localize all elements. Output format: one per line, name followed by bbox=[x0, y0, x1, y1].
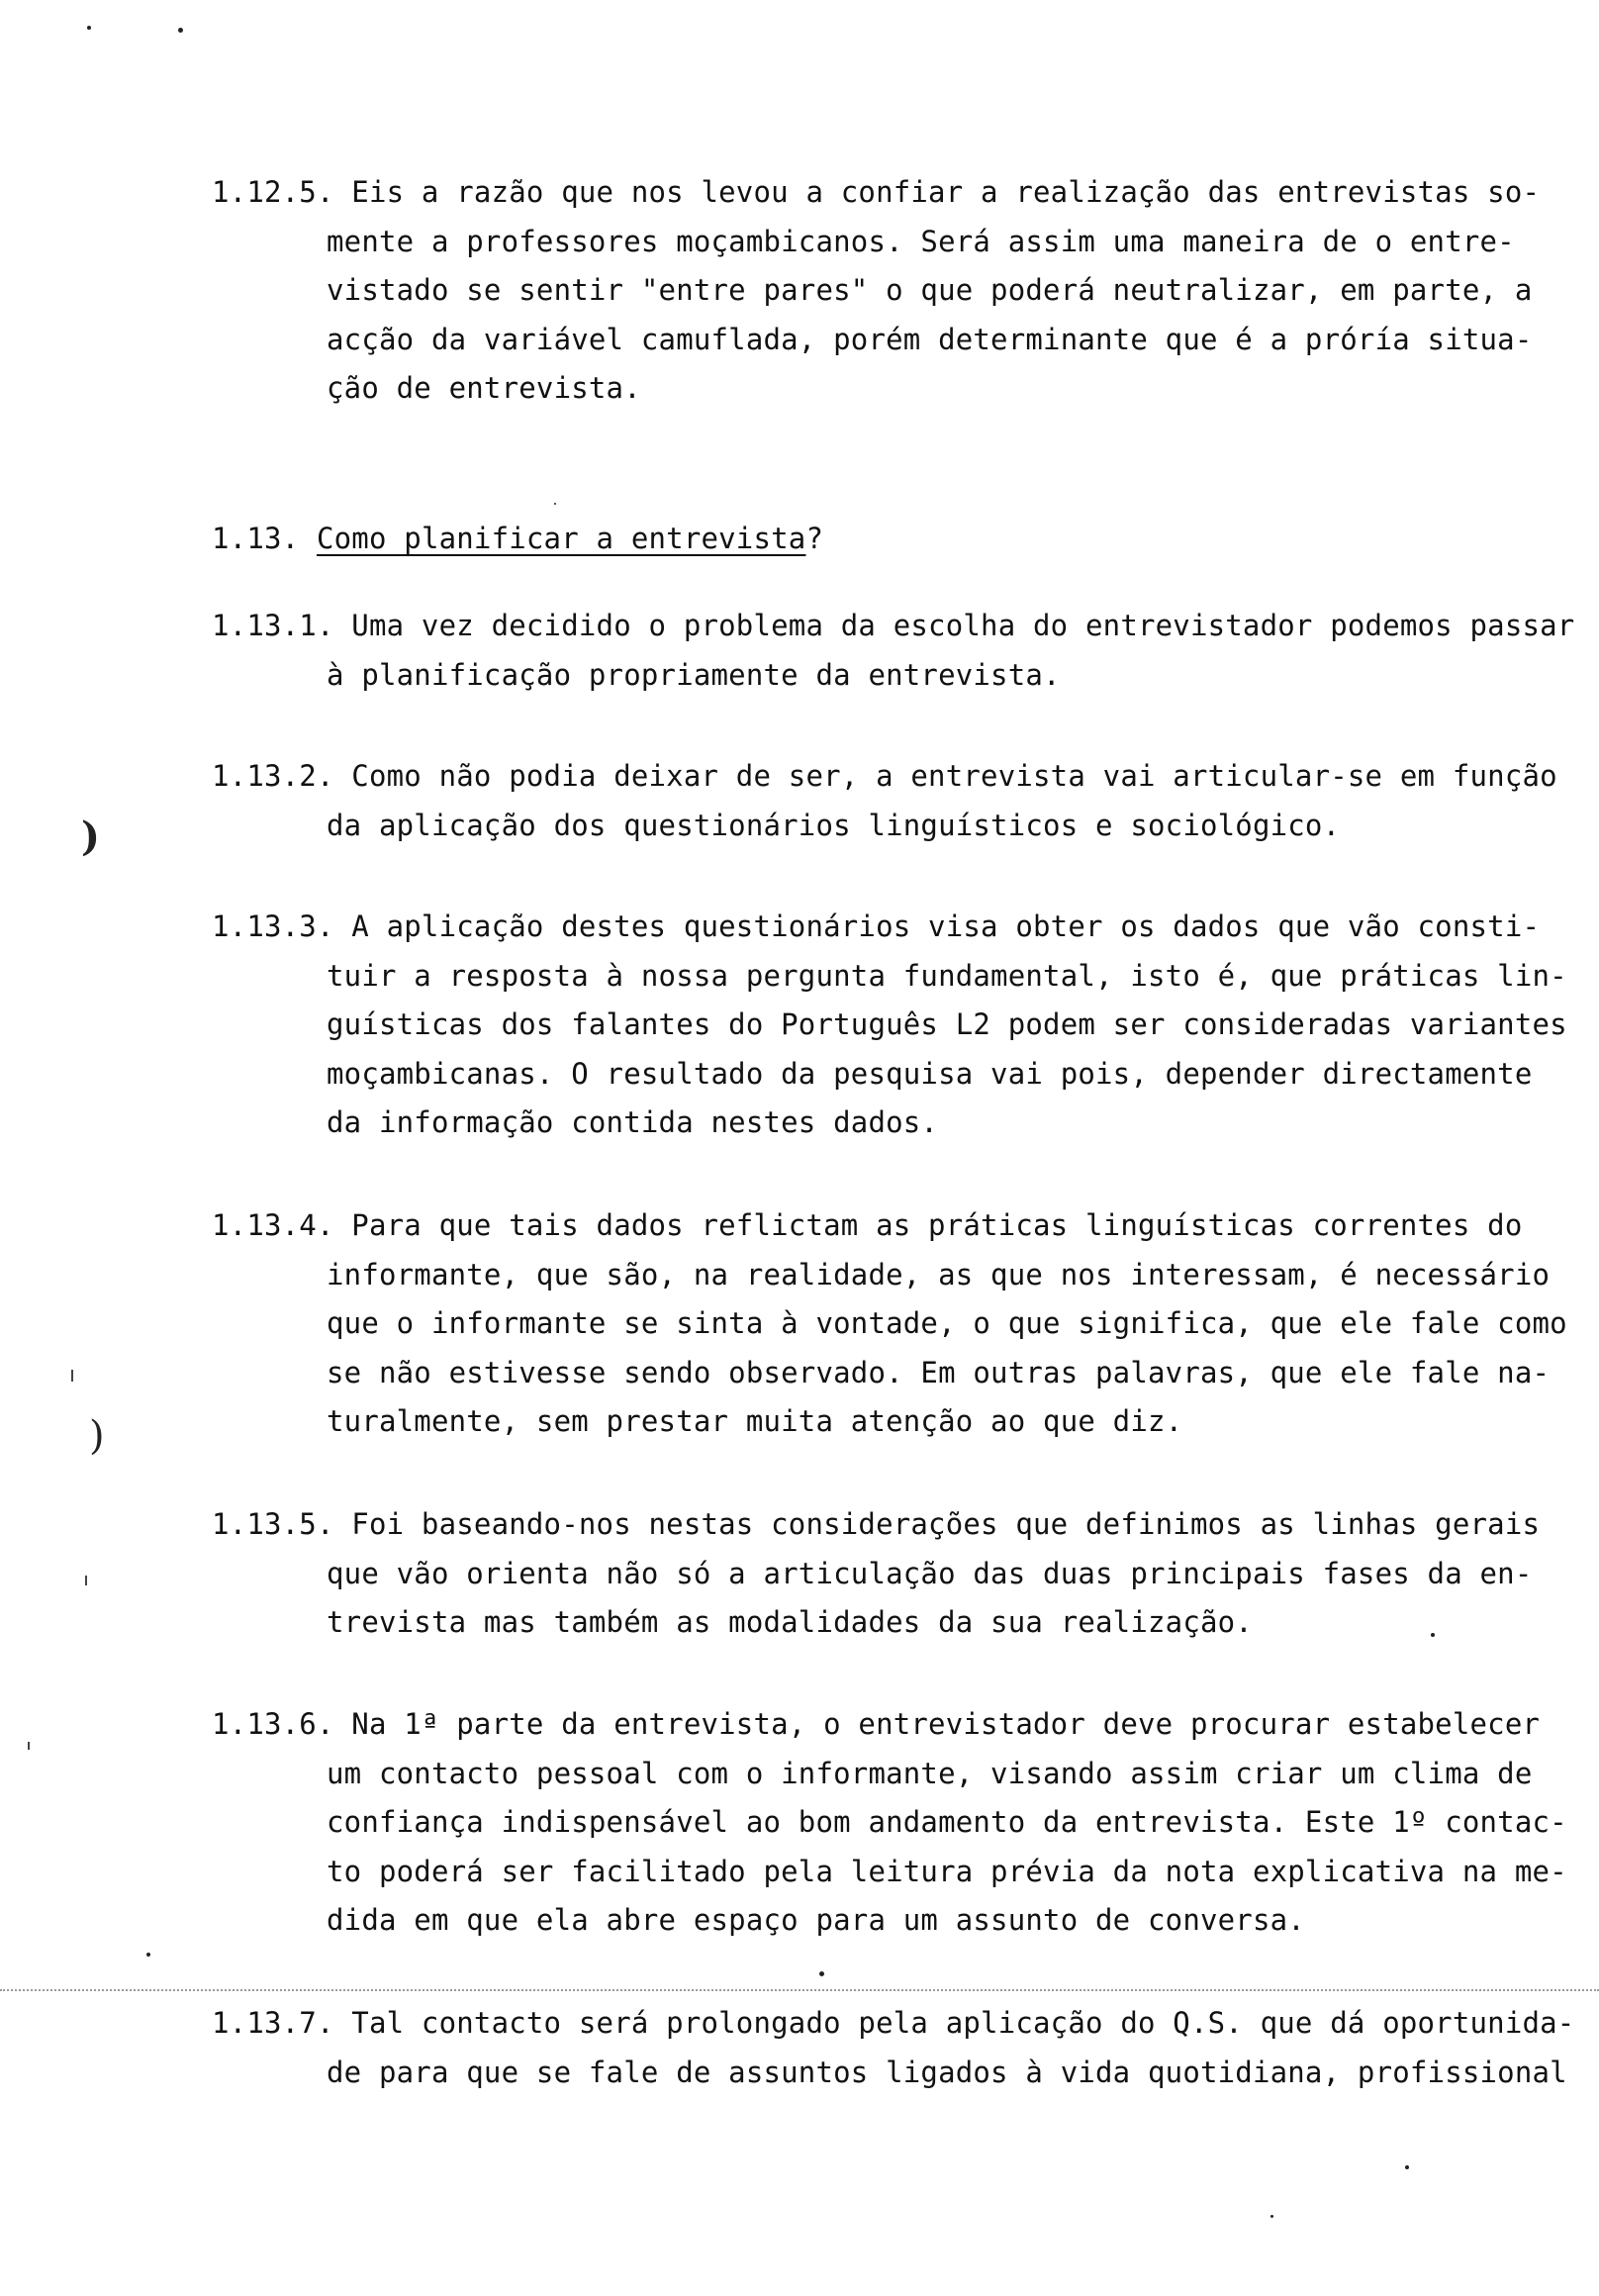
paragraph-line: confiança indispensável ao bom andamento da entrevista. Este 1º contac- bbox=[327, 1805, 1567, 1840]
paragraph-line: que vão orienta não só a articulação das duas principais fases da en- bbox=[327, 1556, 1533, 1590]
scan-speck bbox=[1431, 1633, 1435, 1637]
paragraph-line: de para que se fale de assuntos ligados à vida quotidiana, profissional bbox=[327, 2055, 1567, 2089]
paragraph-number: 1.13.3. bbox=[212, 909, 334, 943]
section-heading-1-13 bbox=[212, 515, 1508, 564]
paragraph-line: trevista mas também as modalidades da sua realização. bbox=[327, 1605, 1253, 1640]
section-number: 1.13. bbox=[212, 522, 300, 555]
paragraph-line: informante, que são, na realidade, as que nos interessam, é necessário bbox=[327, 1257, 1551, 1292]
scan-speck bbox=[1270, 2215, 1273, 2218]
scan-stroke bbox=[28, 1742, 30, 1750]
paragraph-number: 1.13.7. bbox=[212, 2006, 334, 2040]
paragraph-line: to poderá ser facilitado pela leitura prévia da nota explicativa na me- bbox=[327, 1854, 1567, 1888]
paragraph-number: 1.13.6. bbox=[212, 1707, 334, 1741]
paragraph-line: vistado se sentir "entre pares" o que poderá neutralizar, em parte, a bbox=[327, 273, 1533, 308]
section-title-suffix: ? bbox=[805, 522, 824, 555]
paragraph-1-13-2 bbox=[212, 752, 1557, 850]
paragraph-1-13-6 bbox=[212, 1700, 1567, 1946]
scan-speck bbox=[819, 1971, 824, 1976]
paragraph-1-13-1 bbox=[212, 602, 1575, 700]
paragraph-line: que o informante se sinta à vontade, o que significa, que ele fale como bbox=[327, 1306, 1567, 1341]
scan-speck bbox=[178, 28, 183, 33]
paragraph-line: Eis a razão que nos levou a confiar a realização das entrevistas so- bbox=[351, 175, 1541, 209]
margin-mark: ) bbox=[89, 1413, 105, 1459]
paragraph-line: A aplicação destes questionários visa obter os dados que vão consti- bbox=[351, 909, 1541, 943]
paragraph-line: mente a professores moçambicanos. Será assim uma maneira de o entre- bbox=[327, 224, 1515, 258]
scan-stroke bbox=[85, 1576, 87, 1585]
paragraph-line: tuir a resposta à nossa pergunta fundamental, isto é, que práticas lin- bbox=[327, 958, 1567, 993]
paragraph-line: acção da variável camuflada, porém determinante que é a próría situa- bbox=[327, 322, 1533, 356]
paragraph-number: 1.13.4. bbox=[212, 1208, 334, 1242]
paragraph-number: 1.13.1. bbox=[212, 609, 334, 642]
paragraph-line: à planificação propriamente da entrevista. bbox=[327, 657, 1061, 692]
scan-artifact-rule bbox=[0, 1989, 1599, 1991]
paragraph-number: 1.13.2. bbox=[212, 759, 334, 793]
paragraph-1-13-4 bbox=[212, 1201, 1567, 1447]
paragraph-number: 1.13.5. bbox=[212, 1507, 334, 1541]
paragraph-1-13-3 bbox=[212, 903, 1567, 1148]
scan-stroke bbox=[71, 1370, 73, 1382]
paragraph-line: Como não podia deixar de ser, a entrevista vai articular-se em função bbox=[351, 759, 1557, 793]
paragraph-line: Tal contacto será prolongado pela aplicação do Q.S. que dá oportunida- bbox=[351, 2006, 1575, 2040]
paragraph-line: um contacto pessoal com o informante, visando assim criar um clima de bbox=[327, 1756, 1533, 1790]
paragraph-1-12-5 bbox=[212, 168, 1541, 414]
paragraph-line: da aplicação dos questionários linguísticos e sociológico. bbox=[327, 808, 1341, 842]
paragraph-line: Uma vez decidido o problema da escolha do entrevistador podemos passar bbox=[351, 609, 1575, 642]
paragraph-line: da informação contida nestes dados. bbox=[327, 1105, 939, 1140]
paragraph-line: guísticas dos falantes do Português L2 podem ser consideradas variantes bbox=[327, 1007, 1567, 1042]
paragraph-line: turalmente, sem prestar muita atenção ao que diz. bbox=[327, 1404, 1183, 1439]
paragraph-1-13-7 bbox=[212, 1999, 1575, 2097]
paragraph-line: se não estivesse sendo observado. Em outras palavras, que ele fale na- bbox=[327, 1355, 1551, 1389]
margin-mark: ) bbox=[81, 813, 100, 860]
paragraph-line: Foi baseando-nos nestas considerações que definimos as linhas gerais bbox=[351, 1507, 1541, 1541]
paragraph-line: Na 1ª parte da entrevista, o entrevistador deve procurar estabelecer bbox=[351, 1707, 1541, 1741]
paragraph-line: Para que tais dados reflictam as práticas linguísticas correntes do bbox=[351, 1208, 1523, 1242]
paragraph-line: dida em que ela abre espaço para um assunto de conversa. bbox=[327, 1903, 1305, 1938]
scan-speck bbox=[1405, 2165, 1409, 2169]
paragraph-1-13-5 bbox=[212, 1500, 1541, 1648]
scan-speck bbox=[146, 1953, 150, 1957]
scan-speck bbox=[87, 26, 91, 30]
paragraph-line: moçambicanas. O resultado da pesquisa vai pois, depender directamente bbox=[327, 1056, 1533, 1091]
scan-speck bbox=[554, 503, 556, 505]
section-title: Como planificar a entrevista bbox=[316, 522, 806, 555]
paragraph-line: ção de entrevista. bbox=[327, 371, 641, 406]
paragraph-number: 1.12.5. bbox=[212, 175, 334, 209]
